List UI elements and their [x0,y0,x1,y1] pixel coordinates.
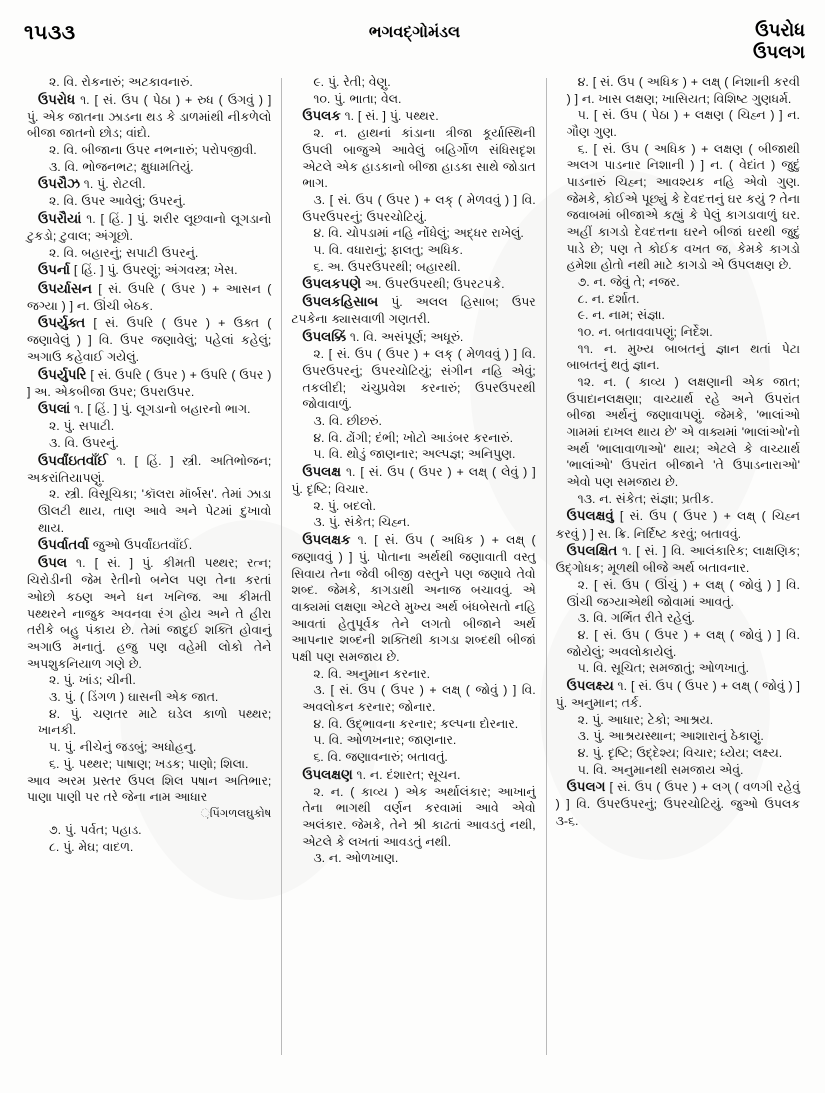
book-title: ભગવદ્ગોમંડલ [368,24,461,41]
entry-sense: ૨. પું. બદલો. [313,498,376,513]
entry-definition: ૧. [ સં. ઉપ ( પેઠા ) + રુધ ( ઉગવું ) ] પું. એક જાતના ઝાડના થડ કે ડાળમાંથી નીકળેલો બીજા જાતનો છોડ; વાંદો. [27,92,272,141]
entry-definition: ૧. વિ. અસંપૂર્ણ; અધૂરું. [346,330,464,345]
guide-word-last: ઉપલગ [752,41,805,62]
entry-sense: ૨. સ્ત્રી. વિસૂચિકા; 'કૉલરા મૉર્બસ'. તેમાં ઝાડા ઊલટી થાય, તાણ આવે અને પેટમાં દુખાવો થાય. [38,487,272,535]
entry-sense: ૨. વિ. બીજાના ઉપર નભનારું; પરોપજીવી. [49,143,257,158]
entry-sense: ૩. વિ. ગર્ભિત રીતે રહેલું. [577,611,695,626]
page-number: ૧૫૩૩ [24,22,76,44]
entry-sense: ૬. અ. ઉપરઉપરથી; બહારથી. [313,259,461,274]
entry-headword: ઉપલકપણે [302,276,362,292]
entry-sense: ૫. વિ. સૂચિત; સમજાતું; ઓળખાતું. [577,661,750,676]
entry-definition: પું. અલલ હિસાબ; ઉપર ટપકેના ક્યાસવાળી ગણતરી. [291,295,536,327]
column-3 [547,74,811,1077]
entry-sense: ૪. વિ. ઉદ્ભાવના કરનાર; કલ્પના દોરનાર. [313,716,519,731]
quotation-source: ઼પિંગળલઘુકોષ [200,806,272,820]
entry-headword: ઉપર્ના [38,262,71,278]
entry-sense: ૩. વિ. છીછરું. [313,413,382,428]
entry-sense: ૨. [ સં. ઉપ ( ઉપર ) + લક્ ( મેળવવું ) ] વિ. ઉપરઉપરનું; ઉપરચોટિયું; સંગીન નહિ એવું; તકલીદી; ચંચુપ્રવેશ કરનારું; ઉપરઉપરથી જોવાવાળું. [302,347,536,412]
entry-sense: ૫. [ સં. ઉપ ( પેઠા ) + લક્ષણ ( ચિહ્ન ) ] ન. ગૌણ ગુણ. [566,108,800,140]
entry-sense: ૧૦. ન. બતાવવાપણું; નિર્દેશ. [577,325,713,340]
entry-sense: ૩. પું. આશ્રયસ્થાન; આશારાનું ઠેકાણું. [577,729,764,744]
entry-headword: ઉપરૌઝ [38,176,80,192]
entry-definition: ૧. [ સં. ઉપ ( ઉપર ) + લક્ષ્ ( જોવું ) ] પું. અનુમાન; તર્ક. [555,678,800,710]
entry-sense: ૩. ન. ઓળખાણ. [313,851,399,866]
entry-sense: ૩. [ સં. ઉપ ( ઉપર ) + લક્ષ્ ( જોવું ) ] વિ. અવલોકન કરનાર; જોનાર. [302,683,536,715]
entry-sense: ૬. વિ. જણાવનારું; બતાવતું. [313,750,448,765]
page-header [22,22,807,78]
dictionary-entry [291,463,535,498]
entry-headword: ઉપલાં [38,401,71,417]
dictionary-entry [291,531,535,666]
entry-headword: ઉપલક્ષ્ય [566,677,614,693]
guide-word-first: ઉપરોધ [755,20,805,40]
entry-definition: [ સં. ઉપરિ ( ઉપર ) + ઉપરિ ( ઉપર ) ] અ. એકબીજા ઉપર; ઉપરાઉપર. [27,367,272,399]
dictionary-entry [556,778,800,829]
dictionary-entry [27,366,271,401]
guide-words [753,20,805,64]
entry-definition: ૧. [ સં. ઉપ ( ઉપર ) + લક્ષ્ ( લેવું ) ] પું. દૃષ્ટિ; વિચાર. [291,464,536,496]
entry-sense: ૮. ન. દર્શાત. [577,291,640,306]
dictionary-entry [27,91,271,142]
entry-definition: ૧. પું. રોટલી. [79,177,146,192]
entry-sense: ૫. વિ. અનુમાનથી સમજાય એવું. [577,762,744,777]
dictionary-entry [27,536,271,554]
dictionary-entry [27,280,271,315]
entry-headword: ઉપલકહિસાબ [302,294,379,310]
entry-headword: ઉપલક્ષવું [566,508,614,524]
entry-headword: ઉપલગ [566,779,606,795]
entry-sense: ૩. વિ. ઉપરનું. [49,435,119,450]
dictionary-entry [27,452,271,487]
entry-sense: ૩. પું. સંકેત; ચિહ્ન. [313,515,410,530]
entry-definition: [ હિં. ] પું. ઉપરણું; અંગવસ્ત્ર; ખેસ. [70,263,238,278]
entry-sense: ૫. વિ. થોડું જાણનાર; અલ્પજ્ઞ; અનિપુણ. [313,447,516,462]
entry-definition: ૧. ન. દંશારત; સૂચન. [352,767,461,782]
entry-definition: ૧. [ સં. ઉપ ( અધિક ) + લક્ષ્ ( જણાવવું ) ] પું. પોતાના અર્થથી જણાવાતી વસ્તુ સિવાય તેના જેવી બીજી વસ્તુને પણ જણાવે તેવો શબ્દ. જેમકે, કાગડાથી અનાજ બચાવવું. એ વાક્યમાં લક્ષણા એટલે મુખ્ય અર્થ બંધબેસતો નહિ આવતાં હેતુપૂર્વક તેને લગતો બીજાને અર્થ આપનાર શબ્દની શક્તિથી કાગડા શબ્દથી બીજાં પક્ષી પણ સમજાય છે. [291,532,536,664]
entry-headword: ઉપલક્ષક [302,531,351,547]
entry-sense: ૫. પું. નીચેનું જડબું; અધોહનુ. [49,740,197,755]
dictionary-entry [27,400,271,418]
entry-sense: ૪. પું. ચણતર માટે ઘડેલ કાળો પથ્થર; ખાનકી. [38,706,272,738]
dictionary-entry [291,107,535,125]
dictionary-entry [291,766,535,784]
entry-definition: જુઓ ઉપર્વાંઇતવાઁઈ. [88,538,193,553]
entry-definition: ૧. [ સં. ] વિ. આલંકારિક; લાક્ષણિક; ઉદ્ગોધક; મૂળથી બીજે અર્થ બતાવનાર. [555,544,800,576]
dictionary-entry [27,210,271,245]
column-1 [18,74,282,1077]
entry-quotation: આવ અરમ પ્રસ્તર ઉપલ શિલ પષાન અતિભાર; પાણા પાણી પર તરે જેના નામ આધાર [27,773,272,805]
dictionary-entry [291,293,535,328]
entry-sense: ૮. પું. મેઘ; વાદળ. [49,840,134,855]
entry-sense: ૭. ન. જેવું તે; નજર. [577,275,680,290]
entry-sense: ૨. પું. સપાટી. [49,419,115,434]
entry-sense: ૧૩. ન. સંકેત; સંજ્ઞા; પ્રતીક. [577,491,714,506]
column-2 [282,74,546,1077]
entry-definition: અ. ઉપરઉપરથી; ઉપરટપકે. [361,277,505,292]
entry-sense: ૩. વિ. ભોજનભટ; ક્ષુધામતિયું. [49,159,194,174]
entry-headword: ઉપલક્ષણ [302,766,353,782]
entry-sense: ૯. પું. રેતી; વેણુ. [313,75,391,89]
entry-sense: ૪. વિ. ચોપડામાં નહિ નોંધેલું; અદ્ધર રાખેલું. [313,226,524,241]
entry-sense: ૧૦. પું. ભાતા; વેલ. [313,91,402,106]
entry-sense: ૫. વિ. ઓળખનાર; જાણનાર. [313,733,457,748]
entry-sense: ૪. [ સં. ઉપ ( અધિક ) + લક્ષ્ ( નિશાની કરવી ) ] ન. ખાસ લક્ષણ; ખાસિયત; વિશિષ્ટ ગુણધર્મ. [566,75,800,106]
dictionary-entry [556,507,800,542]
entry-headword: ઉપલક્કિંં [302,329,347,345]
entry-sense: ૪. વિ. ઢોંગી; દંભી; ખોટો આડંબર કરનારું. [313,430,514,445]
entry-sense: ૭. પું. પર્વત; પહાડ. [49,823,142,838]
entry-sense: ૨. વિ. ઉપર આવેલું; ઉપરનું. [49,194,186,209]
entry-definition: ૧. [ હિં. ] પું. શરીર લૂછવાનો લૂગડાનો ટુકડો; ટુવાલ; અંગૂછો. [27,212,272,244]
entry-sense: ૧૨. ન. ( કાવ્ય ) લક્ષણાની એક જાત; ઉપાદાનલક્ષણા; વાચ્યાર્થ રહે અને ઉપરાંત બીજા અર્થનું જણાવાપણું. જેમકે, 'ભાલાંઓ ગામમાં દાખલ થાય છે' એ વાક્યમાં 'ભાલાંઓ'નો અર્થ 'ભાલાવાળાઓ' થાય; એટલે કે વાચ્યાર્થ 'ભાલાંઓ' ઉપરાંત બીજાને 'તે ઉપાડનારાઓ' એવો પણ સમજાય છે. [566,375,800,490]
dictionary-entry [27,175,271,193]
entry-headword: ઉપર્વાંઇતવાઁઈ [38,452,108,468]
dictionary-entry [27,261,271,279]
entry-sense: ૨. ન. ( કાવ્ય ) એક અર્થાલંકાર; આખાનું તેના ભાગથી વર્ણન કરવામાં આવે એવો અલંકાર. જેમકે, તેને શ્રી કાઢતાં આવડતું નથી, એટલે કે લખતાં આવડતું નથી. [302,784,536,849]
entry-definition: ૧. [ સં. ] પું. પથ્થર. [340,109,439,124]
entry-headword: ઉપર્વાતર્વા [38,537,89,553]
entry-definition: [ સં. ઉપરિ ( ઉપર ) + ઉક્ત ( જણાવેલું ) ] વિ. ઉપર જણાવેલું; પહેલાં કહેલું; અગાઉ કહેવાઈ ગયેલું. [27,316,272,364]
entry-sense: ૩. પું. ( ડિંગળ ) ઘાસની એક જાત. [49,690,219,705]
entry-definition: [ સં. ઉપ ( ઉપર ) + લગ્ ( વળગી રહેવું ) ] વિ. ઉપરઉપરનું; ઉપરચોટિયું. જુઓ ઉપલક ૩-૬. [555,780,800,828]
entry-definition: ૧. [ હિં. ] પું. લૂગડાનો બહારનો ભાગ. [70,402,251,417]
entry-sense: ૨. ન. હાથનાં કાંડાના ત્રીજા કૂર્યાસ્થિની ઉપલી બાજુએ આવેલું બહિર્ગોળ સંધિસદૃશ એટલે એક હાડકાનો બીજા હાડકા સાથે જોડાત ભાગ. [302,126,536,191]
entry-headword: ઉપર્યાસન [38,280,92,296]
entry-sense: ૯. ન. નામ; સંજ્ઞા. [577,308,665,323]
entry-headword: ઉપરૌયાં [38,211,82,227]
dictionary-entry [556,542,800,577]
entry-sense: ૨. વિ. બહારનું; સપાટી ઉપરનું. [49,245,199,260]
entry-definition: ૧. [ હિં. ] સ્ત્રી. અતિભોજન; અકરાંતિયાપણું. [27,453,272,485]
entry-sense: ૬. પું. પથ્થર; પાષાણ; ખડક; પાણો; શિલા. [49,756,249,771]
entry-sense: ૪. પું. દૃષ્ટિ; ઉદ્દેશ્ય; વિચાર; ધ્યેય; લક્ષ્ય. [577,745,783,760]
entry-headword: ઉપલક્ષ [302,463,341,479]
entry-sense: ૨. પું. ખાંડ; ચીની. [49,673,136,688]
entry-definition: ૧. [ સં. ] પું. કીમતી પથ્થર; રત્ન; ચિરોડીની જેમ રેતીનો બનેલ પણ તેના કરતાં ઓછો કઠણ અને ધન ખનિજ. આ કીમતી પથ્થરને નાજુક અવનવા રંગ હોય અને તે હીરા તરીકે બહુ પંકાય છે. તેમાં જાદુઈ શક્તિ હોવાનું અગાઉ મનાતું. હજુ પણ વહેમી લોકો તેને અપશુકનિયાળ ગણે છે. [27,556,272,671]
entry-sense: ૨. વિ. રોકનારું; અટકાવનારું. [49,75,193,89]
entry-headword: ઉપરોધ [38,91,76,107]
entry-sense: ૩. [ સં. ઉપ ( ઉપર ) + લક્ ( મેળવવું ) ] વિ. ઉપરઉપરનું; ઉપરચોટિયું. [302,193,536,224]
dictionary-entry [291,328,535,346]
entry-sense: ૨. વિ. અનુમાન કરનાર. [313,666,431,681]
entry-sense: ૫. વિ. વધારાનું; ફાલતુ; અધિક. [313,243,463,258]
entry-headword: ઉપલક [302,108,341,124]
column-container [18,74,811,1077]
entry-headword: ઉપલ [38,555,67,571]
dictionary-entry [291,275,535,293]
dictionary-entry [27,554,271,672]
entry-headword: ઉપર્યુક્ત [38,315,86,331]
dictionary-entry [556,677,800,712]
entry-definition: [ સં. ઉપરિ ( ઉપર ) + આસન ( જગ્યા ) ] ન. ઊંચી બેઠક. [27,281,272,313]
entry-sense: ૪. [ સં. ઉપ ( ઉપર ) + લક્ષ્ ( જોવું ) ] વિ. જોયેલું; અવલોકાયેલું. [566,627,800,659]
entry-sense: ૨. પું. આધાર; ટેકો; આશ્રય. [577,712,714,727]
entry-headword: ઉપર્યુપરિ [38,366,87,382]
dictionary-entry [27,314,271,365]
entry-sense: ૬. [ સં. ઉપ ( અધિક ) + લક્ષણ ( બીજાથી અલગ પાડનાર નિશાની ) ] ન. ( વેદાંત ) જુદું પાડનારું ચિહ્ન; આવશ્યક નહિ એવો ગુણ. જેમકે, કોઈએ પૂછ્યું કે દેવદત્તનું ઘર કયું ? તેના જવાબમાં બીજાએ કહ્યું કે પેલું કાગડાવાળું ઘર. અહીં કાગડો દેવદત્તના ઘરને બીજાં ઘરથી જુદું પાડે છે; પણ તે કોઈક વખત જ, કેમકે કાગડો હમેશા હોતો નથી માટે કાગડો એ ઉપલક્ષણ છે. [566,141,800,273]
entry-definition: [ સં. ઉપ ( ઉપર ) + લક્ષ્ ( ચિહ્ન કરવું ) ] સ. ક્રિ. નિર્દિષ્ટ કરવું; બતાવવું. [555,509,800,541]
entry-sense: ૨. [ સં. ઉપ ( ઊંચું ) + લક્ષ્ ( જોવું ) ] વિ. ઊંચી જગ્યાએથી જોવામાં આવતું. [566,577,800,609]
entry-headword: ઉપલક્ષિત [566,543,618,559]
entry-sense: ૧૧. ન. મુખ્ય બાબતનું જ્ઞાન થતાં પેટા બાબતનું થતું જ્ઞાન. [566,341,800,373]
